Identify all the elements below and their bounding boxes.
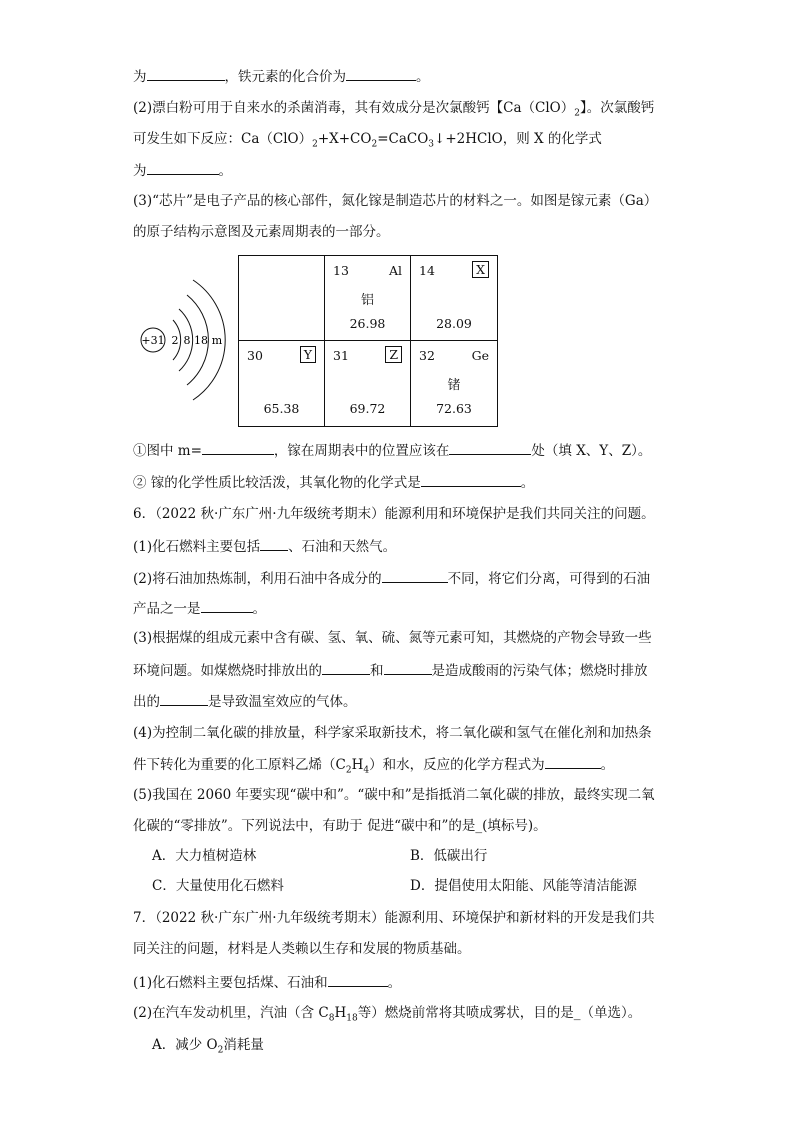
table-cell-empty xyxy=(239,256,325,341)
text: ）和水，反应的化学方程式为 xyxy=(369,757,545,773)
text-line: 的原子结构示意图及元素周期表的一部分。 xyxy=(133,224,390,240)
text: 是造成酸雨的污染气体；燃烧时排放 xyxy=(431,663,648,679)
text: H xyxy=(334,1005,347,1021)
table-cell-al xyxy=(325,256,411,341)
text: 可发生如下反应：Ca（ClO） xyxy=(133,131,313,147)
text: (2)在汽车发动机里，汽油（含 C xyxy=(133,1005,329,1021)
text-line: (3)“芯片”是电子产品的核心部件，氮化镓是制造芯片的材料之一。如图是镓元素（Ga） xyxy=(133,193,658,209)
atomic-number: 13 xyxy=(333,263,349,278)
text: 。 xyxy=(252,601,266,617)
element-symbol: Ge xyxy=(471,348,489,363)
option-c: C．大量使用化石燃料 xyxy=(152,878,284,894)
text: H xyxy=(351,757,364,773)
atomic-number: 32 xyxy=(419,348,435,363)
text: ①图中 m= xyxy=(133,443,202,459)
answer-blank xyxy=(384,660,432,675)
answer-blank xyxy=(328,972,388,987)
subscript: 2 xyxy=(217,1045,224,1056)
answer-blank xyxy=(322,660,370,675)
electron-shell-arcs xyxy=(135,275,235,410)
text: 为 xyxy=(133,163,147,179)
answer-blank xyxy=(201,598,253,613)
answer-blank xyxy=(147,66,225,81)
text: (1)化石燃料主要包括 xyxy=(133,539,261,555)
text-line xyxy=(133,754,614,781)
text: 、石油和天然气。 xyxy=(288,539,397,555)
text-line xyxy=(133,660,648,681)
text-line xyxy=(133,129,602,155)
text: =CaCO xyxy=(377,131,429,147)
option-a xyxy=(152,1035,264,1061)
atomic-mass: 26.98 xyxy=(349,316,386,331)
text: 出的 xyxy=(133,694,160,710)
option-d: D．提倡使用太阳能、风能等清洁能源 xyxy=(410,878,637,894)
shell-electrons: m xyxy=(211,334,223,347)
option-b: B．低碳出行 xyxy=(410,848,488,864)
option-a: A．大力植树造林 xyxy=(152,848,257,864)
answer-blank xyxy=(545,754,601,769)
atomic-mass: 28.09 xyxy=(436,316,472,331)
subscript: 2 xyxy=(345,765,352,776)
text: 产品之一是 xyxy=(133,601,201,617)
subscript: 18 xyxy=(346,1013,358,1024)
text: 。 xyxy=(218,163,232,179)
subscript: 2 xyxy=(574,108,580,119)
text: ② 镓的化学性质比较活泼，其氧化物的化学式是 xyxy=(133,475,421,491)
atomic-mass: 72.63 xyxy=(436,401,472,416)
element-name: 铝 xyxy=(360,293,374,308)
question-6-stem: 6．（2022 秋·广东广州·九年级统考期末）能源利用和环境保护是我们共同关注的问题。 xyxy=(133,506,655,522)
answer-blank xyxy=(202,440,274,455)
text: (1)化石燃料主要包括煤、石油和 xyxy=(133,975,328,991)
table-cell-x xyxy=(411,256,497,341)
text: 。 xyxy=(520,475,535,491)
shell-electrons: 2 xyxy=(171,334,179,347)
text-line xyxy=(133,598,266,619)
answer-blank xyxy=(421,472,521,487)
text-line: (4)为控制二氧化碳的排放量，科学家采取新技术，将二氧化碳和氢气在催化剂和加热条 xyxy=(133,725,652,741)
text: (2)将石油加热炼制，利用石油中各成分的 xyxy=(133,571,382,587)
text-line xyxy=(133,98,654,124)
atom-structure-diagram xyxy=(135,275,235,410)
answer-blank xyxy=(260,536,288,551)
text: 】。次氯酸钙 xyxy=(579,100,655,116)
subscript: 2 xyxy=(312,139,318,150)
text: A．减少 O xyxy=(152,1037,218,1053)
answer-blank xyxy=(147,160,219,175)
text: 为 xyxy=(133,69,147,85)
element-symbol-boxed: X xyxy=(472,261,489,278)
atomic-mass: 65.38 xyxy=(263,401,300,416)
answer-blank xyxy=(160,691,208,706)
text: 。 xyxy=(387,975,402,991)
atomic-number: 14 xyxy=(419,263,435,278)
answer-blank xyxy=(449,440,531,455)
text: (2)漂白粉可用于自来水的杀菌消毒，其有效成分是次氯酸钙【Ca（ClO） xyxy=(133,100,575,116)
text-line xyxy=(133,691,357,712)
table-cell-y xyxy=(239,341,325,426)
table-cell-z xyxy=(325,341,411,426)
element-symbol-boxed: Z xyxy=(385,346,402,363)
subscript: 8 xyxy=(328,1013,335,1024)
text-line: 同关注的问题，材料是人类赖以生存和发展的物质基础。 xyxy=(133,941,471,957)
atomic-number: 30 xyxy=(247,348,263,363)
text-line xyxy=(133,972,401,993)
text: 环境问题。如煤燃烧时排放出的 xyxy=(133,663,322,679)
text-line xyxy=(133,66,430,87)
text: 等）燃烧前常将其喷成雾状，目的是_（单选）。 xyxy=(357,1005,642,1021)
subscript: 2 xyxy=(371,139,378,150)
text: 是导致温室效应的气体。 xyxy=(208,694,357,710)
shell-electrons: 8 xyxy=(183,334,191,347)
text-line xyxy=(133,160,232,181)
answer-blank xyxy=(382,568,448,583)
text: ，镓在周期表中的位置应该在 xyxy=(273,443,450,459)
nucleus-label: +31 xyxy=(141,334,165,347)
text-line: 化碳的“零排放”。下列说法中，有助于 促进“碳中和”的是_(填标号)。 xyxy=(133,818,547,834)
text-line xyxy=(133,568,650,589)
text: 件下转化为重要的化工原料乙烯（C xyxy=(133,757,346,773)
answer-blank xyxy=(346,66,416,81)
element-name: 锗 xyxy=(447,378,461,393)
element-symbol-boxed: Y xyxy=(300,346,316,363)
text: 不同，将它们分离，可得到的石油 xyxy=(447,571,651,587)
atomic-mass: 69.72 xyxy=(349,401,386,416)
subscript: 3 xyxy=(428,139,435,150)
text: 处（填 X、Y、Z）。 xyxy=(531,443,652,459)
text: 。 xyxy=(416,69,430,85)
text-line xyxy=(133,472,534,493)
question-7-stem: 7．（2022 秋·广东广州·九年级统考期末）能源利用、环境保护和新材料的开发是我们共 xyxy=(133,910,655,926)
text-line xyxy=(133,1003,641,1029)
element-symbol: Al xyxy=(388,263,402,278)
text: ↓+2HClO，则 X 的化学式 xyxy=(434,131,602,147)
atomic-number: 31 xyxy=(333,348,349,363)
text: +X+CO xyxy=(317,131,372,147)
text: 消耗量 xyxy=(223,1037,264,1053)
text: ，铁元素的化合价为 xyxy=(224,69,346,85)
table-cell-ge xyxy=(411,341,497,426)
shell-electrons: 18 xyxy=(194,334,208,347)
text-line: (3)根据煤的组成元素中含有碳、氢、氧、硫、氮等元素可知，其燃烧的产物会导致一些 xyxy=(133,630,652,646)
text-line xyxy=(133,536,396,557)
text: 和 xyxy=(370,663,384,679)
periodic-table-fragment xyxy=(238,255,498,427)
text-line: (5)我国在 2060 年要实现“碳中和”。“碳中和”是指抵消二氧化碳的排放，最终实现二氧 xyxy=(133,787,655,803)
text: 。 xyxy=(600,757,615,773)
text-line xyxy=(133,440,651,461)
subscript: 4 xyxy=(363,765,370,776)
